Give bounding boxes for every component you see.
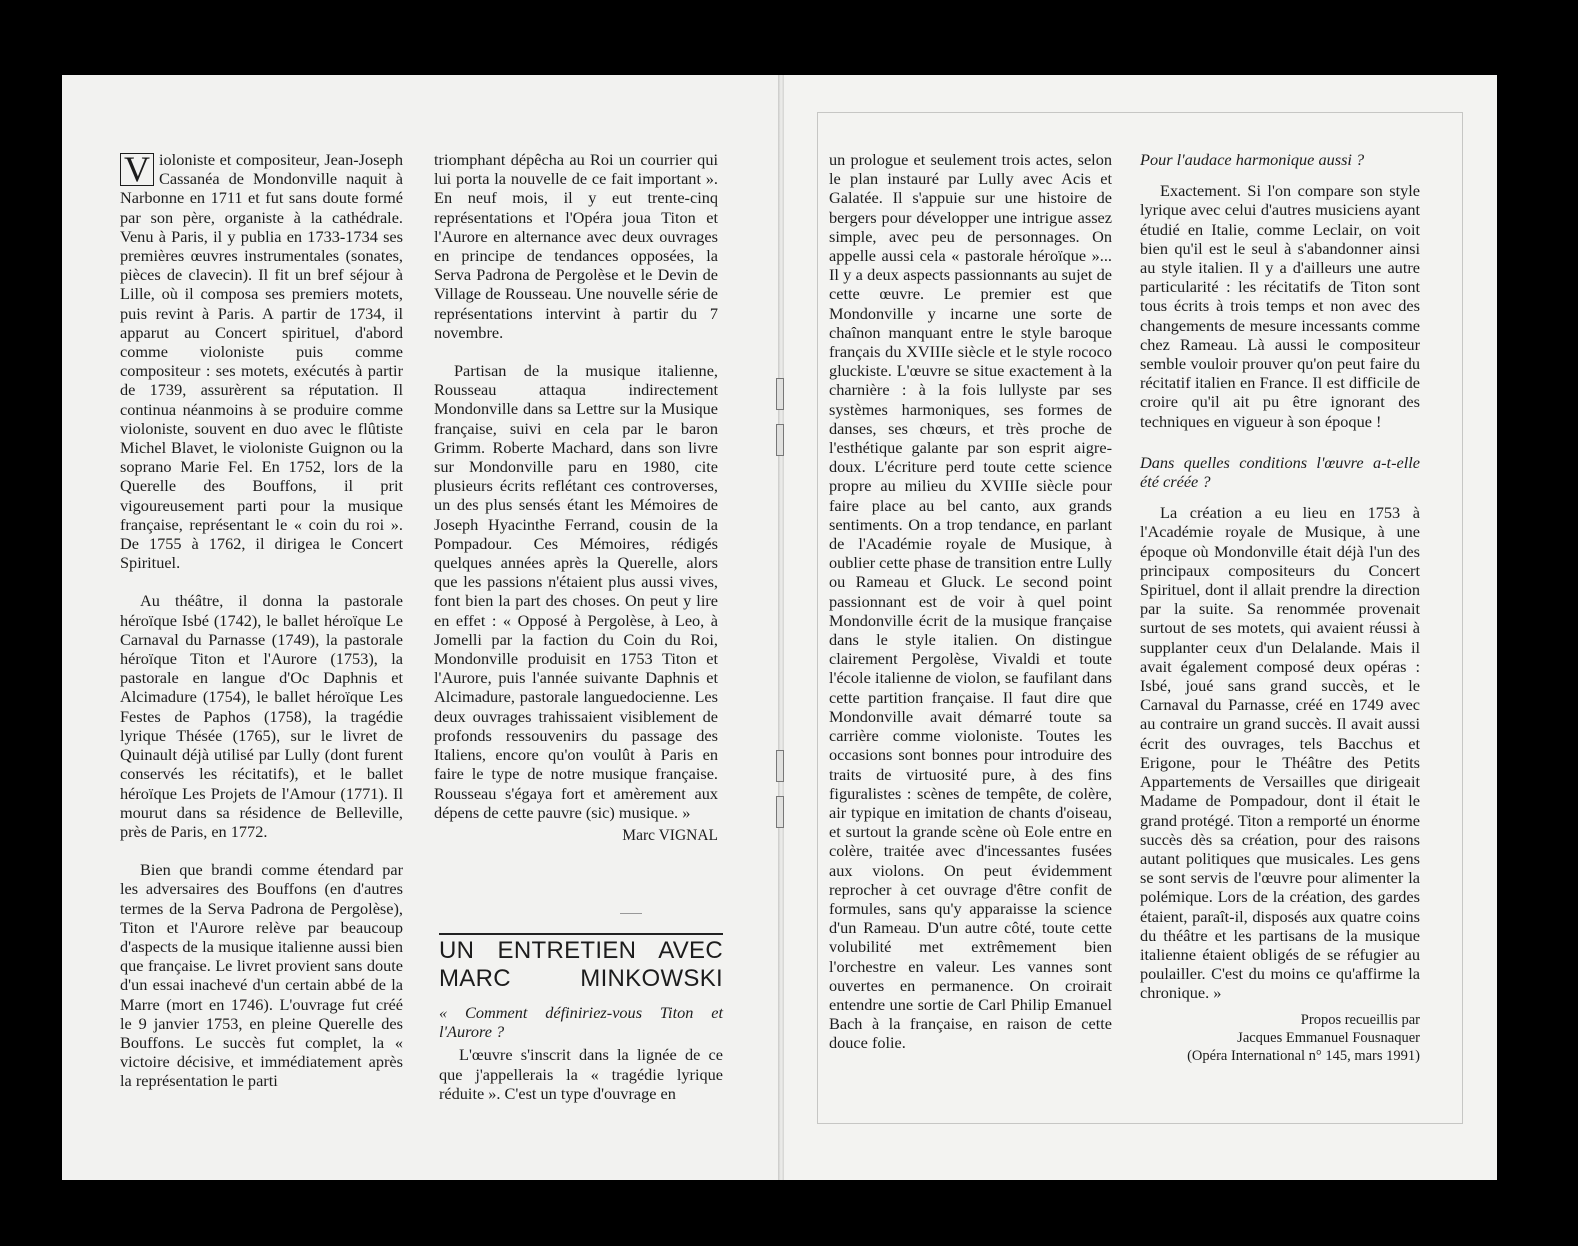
drop-cap: V (120, 153, 154, 186)
answer-2: Exactement. Si l'on compare son style lyrique avec celui d'autres musiciens ayant étudié en Italie, comme Leclair, on voit bien qu'il est le seul à s'abandonner ainsi au style italien. Il y a d'ailleurs une autre particularité : les récitatifs de Titon sont tous écrits à trois temps et non avec des changements de mesure incessants comme chez Rameau. Là aussi le compositeur semble vouloir prouver qu'on peut faire du récitatif italien en France. Il est difficile de croire qu'il ait pu être ignorant des techniques en vigueur à son époque ! (1140, 181, 1420, 431)
answer-1-start: L'œuvre s'inscrit dans la lignée de ce que j'appellerais la « tragédie lyrique réduite ». C'est un type d'ouvrage en (439, 1045, 723, 1103)
question-2: Pour l'audace harmonique aussi ? (1140, 150, 1365, 169)
answer-1-continued: un prologue et seulement trois actes, selon le plan instauré par Lully avec Acis et Galatée. Il s'appuie sur une histoire de bergers pour développer une intrigue assez simple, avec peu de personnages. On appelle aussi cela « pastorale héroïque »... Il y a deux aspects passionnants au sujet de cette œuvre. Le premier est que Mondonville y incarne une sorte de chaînon manquant entre le style baroque français du XVIIIe siècle et le style rococo gluckiste. L'œuvre se situe exactement à la charnière : à la fois lullyste par ses systèmes harmoniques, ses formes de danses, ses chœurs, et très proche de l'esthétique galante par son esprit aigre-doux. L'écriture perd toute cette science propre au milieu du XVIIIe siècle pour faire place au bel canto, aux grands sentiments. On a trop tendance, en parlant de l'Académie royale de Musique, à oublier cette phase de transition entre Lully ou Rameau et Gluck. Le second point passionnant est de voir à quel point Mondonville écrit de la musique française dans le style italien. On distingue clairement Pergolèse, Vivaldi et toute l'école italienne de violon, se faufilant dans cette partition française. Il faut dire que Mondonville avait démarré toute sa carrière comme violoniste. Toutes les occasions sont bonnes pour introduire des traits de virtuosité pure, à des fins figuralistes : scènes de tempête, de colère, air typique en imitation de chants d'oiseau, et surtout la grande scène où Eole entre en colère, traitée avec d'incessantes fusées aux violons. On peut évidemment reprocher à cet ouvrage d'être confit de formules, sans qu'y apparaisse la science d'un Rameau. D'un autre côté, toute cette volubilité met extrêmement bien l'orchestre en valeur. Les vannes sont ouvertes en permanence. On croirait entendre une sortie de Carl Philip Emanuel Bach à la française, en raison de cette douce folie. (829, 150, 1113, 1053)
rousseau-paragraph: Partisan de la musique italienne, Rousseau attaqua indirectement Mondonville dans sa Lettre sur la Musique française, suivi en cela par le baron Grimm. Roberte Machard, dans son livre sur Mondonville paru en 1980, cite plusieurs écrits reflétant ces controverses, un des plus sensés étant les Mémoires de Joseph Hyacinthe Ferrand, cousin de la Pompadour. Ces Mémoires, rédigés quelques années après la Querelle, alors que les passions n'étaient plus aussi vives, font bien la part des choses. On peut y lire en effet : « Opposé à Pergolèse, à Leo, à Jomelli par la faction du Coin du Roi, Mondonville produisit en 1753 Titon et l'Aurore, puis l'année suivante Daphnis et Alcimadure, pastorale languedocienne. Les deux ouvrages trahissaient visiblement de profonds ressouvenirs du passage des Italiens, encore qu'on voulût à Paris en faire le type de notre musique française. Rousseau s'égaya fort et amèrement aux dépens de cette pauvre (sic) musique. » (434, 361, 718, 822)
staple-top-2 (776, 424, 784, 456)
staple-bottom-1 (776, 750, 784, 782)
section-divider (620, 913, 642, 914)
column-1 (120, 150, 403, 1091)
book-gutter (778, 75, 784, 1180)
bouffons-paragraph: Bien que brandi comme étendard par les adversaires des Bouffons (en d'autres termes de la Serva Padrona de Pergolèse), Titon et l'Aurore relève par beaucoup d'aspects de la musique italienne aussi bien que française. Le livret provient sans doute d'un essai inachevé d'un certain abbé de la Marre (mort en 1746). L'ouvrage fut créé le 9 janvier 1753, en pleine Querelle des Bouffons. Le succès fut complet, la « victoire décisive, et immédiatement après la représentation le parti (120, 860, 403, 1091)
column-4 (1140, 150, 1420, 1065)
interview-credit: Propos recueillis par Jacques Emmanuel Fousnaquer (Opéra International n° 145, mars 1991) (1187, 1011, 1420, 1064)
interview-heading: UN ENTRETIEN AVEC MARC MINKOWSKI (439, 933, 723, 993)
author-signature: Marc VIGNAL (622, 826, 718, 844)
column-2 (434, 150, 718, 845)
performances-paragraph: triomphant dépêcha au Roi un courrier qui lui porta la nouvelle de ce fait important ». En neuf mois, il y eut trente-cinq représentations et l'Opéra joua Titon et l'Aurore en alternance avec deux ouvrages en principe de tendances opposées, la Serva Padrona de Pergolèse et le Devin de Village de Rousseau. Une nouvelle série de représentations intervint à partir du 7 novembre. (434, 150, 718, 342)
question-3: Dans quelles conditions l'œuvre a-t-elle été créée ? (1140, 452, 1420, 492)
intro-paragraph: V ioloniste et compositeur, Jean-Joseph Cassanéa de Mondonville naquit à Narbonne en 1711 et fut sans doute formé par son père, organiste à la cathédrale. Venu à Paris, il y publia en 1733-1734 ses premières œuvres instrumentales (sonates, pièces de clavecin). Il fit un bref séjour à Lille, où il composa ses premiers motets, puis revint à Paris. A partir de 1734, il apparut au Concert spirituel, d'abord comme violoniste puis comme compositeur : ses motets, exécutés à partir de 1739, assurèrent sa réputation. Il continua néanmoins à se produire comme violoniste, souvent en duo avec le flûtiste Michel Blavet, le violoniste Guignon ou la soprano Marie Fel. En 1752, lors de la Querelle des Bouffons, il prit vigoureusement parti pour la musique française, représentant le « coin du roi ». De 1755 à 1762, il dirigea le Concert Spirituel. (120, 149, 403, 573)
answer-3: La création a eu lieu en 1753 à l'Académie royale de Musique, à une époque où Mondonville était déjà l'un des principaux compositeurs du Concert Spirituel, dont il allait prendre la direction par la suite. Sa renommée provenait surtout de ses motets, qui avaient réussi à supplanter ceux d'un Delalande. Mais il avait également composé deux opéras : Isbé, joué sans grand succès, et le Carnaval du Parnasse, créé en 1749 avec au contraire un grand succès. Il avait aussi écrit des ouvrages, tels Bacchus et Erigone, pour le Théâtre des Petits Appartements de Versailles que dirigeait Madame de Pompadour, dont il était le grand protégé. Titon a remporté un énorme succès dès sa création, pour des raisons autant politiques que musicales. Les gens se sont servis de l'œuvre pour alimenter la polémique. Lors de la création, des gardes étaient, paraît-il, disposés aux quatre coins du théâtre et les partisans de la musique italienne étaient obligés de se réfugier au poulailler. C'est du moins ce qu'affirme la chronique. » (1140, 503, 1420, 1003)
interview-start (439, 1003, 723, 1103)
column-3 (829, 150, 1112, 1053)
question-1: « Comment définiriez-vous Titon et l'Aurore ? (439, 1003, 723, 1042)
theatre-paragraph: Au théâtre, il donna la pastorale héroïque Isbé (1742), le ballet héroïque Le Carnaval du Parnasse (1749), la pastorale héroïque Titon et l'Aurore (1753), la pastorale en langue d'Oc Daphnis et Alcimadure (1754), le ballet héroïque Les Festes de Paphos (1758), la tragédie lyrique Thésée (1765), sur le livret de Quinault déjà utilisé par Lully (dont furent conservés les récitatifs), et le ballet héroïque Les Projets de l'Amour (1771). Il mourut dans sa résidence de Belleville, près de Paris, en 1772. (120, 591, 403, 841)
staple-top-1 (776, 378, 784, 410)
staple-bottom-2 (776, 796, 784, 828)
